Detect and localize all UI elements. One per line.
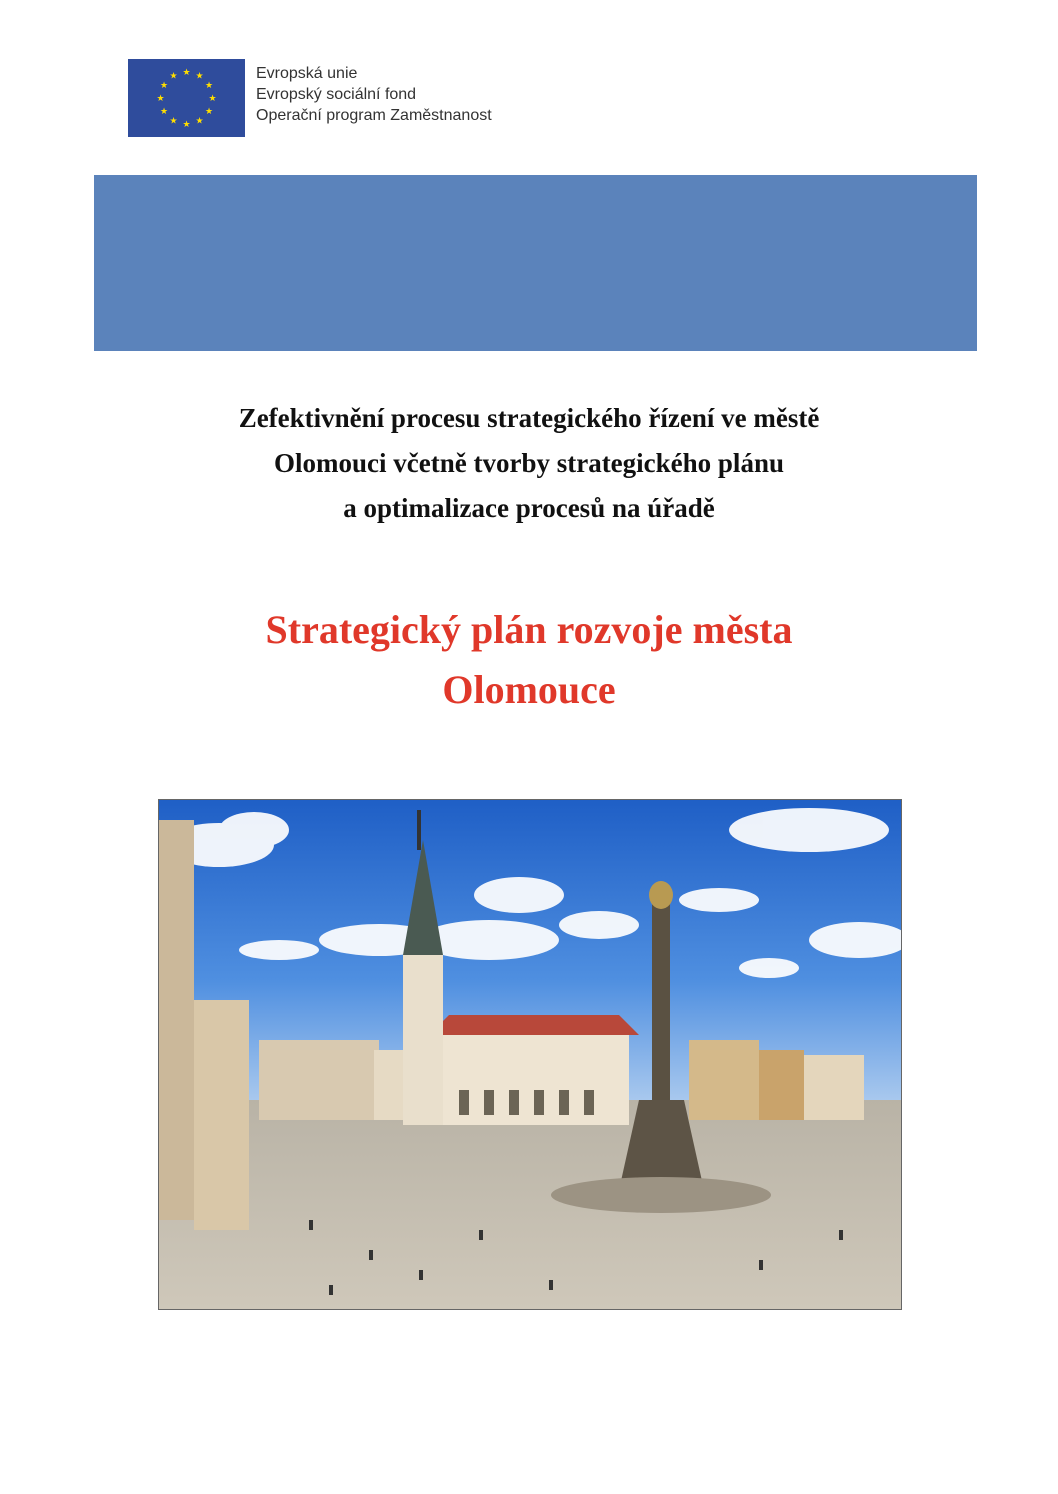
eu-star-icon: ★ <box>204 106 214 116</box>
logo-text <box>256 59 492 137</box>
eu-star-icon: ★ <box>156 93 165 103</box>
logo-line-esf: Evropský sociální fond <box>256 86 417 103</box>
project-title-line-3: a optimalizace procesů na úřadě <box>343 493 715 523</box>
eu-star-icon: ★ <box>169 115 178 126</box>
eu-star-icon: ★ <box>204 80 214 90</box>
eu-star-icon: ★ <box>195 115 204 126</box>
project-title-line-1: Zefektivnění procesu strategického řízení ve městě <box>238 403 820 433</box>
eu-star-icon: ★ <box>208 93 217 103</box>
project-title-line-2: Olomouci včetně tvorby strategického plánu <box>274 448 784 478</box>
eu-logo-block <box>128 59 528 137</box>
eu-star-icon: ★ <box>159 106 169 116</box>
eu-star-icon: ★ <box>195 70 204 81</box>
logo-line-op: Operační program Zaměstnanost <box>256 107 492 124</box>
logo-line-eu: Evropská unie <box>256 65 358 82</box>
eu-flag-icon <box>128 59 245 137</box>
header-band <box>94 175 977 351</box>
eu-star-icon: ★ <box>182 67 191 77</box>
main-title <box>60 600 998 720</box>
town-square-photo <box>158 799 902 1310</box>
main-title-line-1: Strategický plán rozvoje města <box>265 607 793 652</box>
main-title-line-2: Olomouce <box>442 667 616 712</box>
eu-star-icon: ★ <box>159 80 169 90</box>
project-title <box>60 396 998 531</box>
eu-star-icon: ★ <box>169 70 178 81</box>
eu-star-icon: ★ <box>182 119 191 129</box>
